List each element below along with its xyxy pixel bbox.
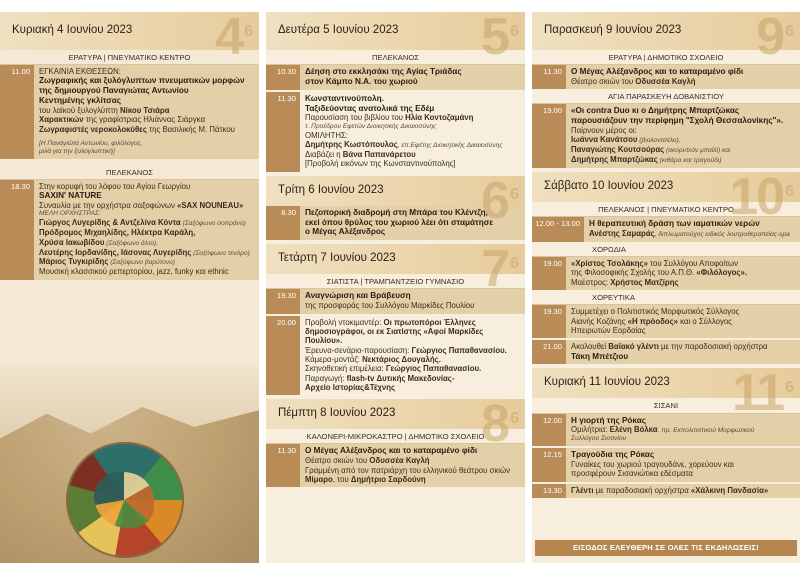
event-row: 19.00 «Οι contra Duo κι ο Δημήτρης Μπαρτζώκας παρουσιάζουν την περίφημη "Σχολή Θεσσαλονίκης"». Παίρνουν μέρος οι: Ιωάννα Κανάτσου (βιολοντσέλο), Παναγιώτης Κουτσούρας (ακορντεόν μπαϊλί) και Δημήτρης Μπαρτζώκας (κιθάρα και τραγούδι) — [532, 104, 800, 168]
event-row — [0, 180, 259, 280]
day-title: Δευτέρα 5 Ιουνίου 2023 — [278, 24, 399, 36]
venue-label: ΣΙΣΑΝΙ — [532, 398, 800, 413]
event-time: 19.00 — [532, 257, 566, 290]
event-row: 19.00 «Χρίστος Τσολάκης» του Συλλόγου Αποφοίτων της Φιλοσοφικής Σχολής του Α.Π.Θ. «Φιλόλογος». Μαέστρος: Χρήστος Ματζίρης — [532, 257, 800, 290]
day-number: 9 $^6$ — [756, 12, 792, 66]
day-title: Κυριακή 4 Ιουνίου 2023 — [12, 24, 133, 36]
event-time: 12.15 — [532, 448, 566, 482]
event-time: 12.00 - 13.00 — [532, 217, 584, 242]
day-title: Παρασκευή 9 Ιουνίου 2023 — [544, 24, 682, 36]
day-number: 8 $^6$ — [481, 395, 517, 454]
day-title: Πέμπτη 8 Ιουνίου 2023 — [278, 407, 396, 420]
day-title: Τρίτη 6 Ιουνίου 2023 — [278, 183, 384, 196]
event-time: 11.30 — [532, 65, 566, 89]
event-row: 12.15 Τραγούδια της Ρόκας Γυναίκες του χωριού τραγουδάνε, χορεύουν και προσφέρουν Σισανιώτικα εδέσματα — [532, 448, 800, 482]
day-number: 7 $^6$ — [481, 240, 517, 299]
free-entry-banner: ΕΙΣΟΔΟΣ ΕΛΕΥΘΕΡΗ ΣΕ ΟΛΕΣ ΤΙΣ ΕΚΔΗΛΩΣΕΙΣ! — [535, 540, 797, 556]
event-row: 20.00 Προβολή ντοκιμαντέρ: Οι πρωτοπόροι Έλληνες δημοσιογράφοι, οι εκ Σιατίστης «Αφοί Μαρκίδες Πουλίου». Έρευνα-σενάριο-παρουσίαση: Γεώργιος Παπαθανασίου. Κάμερα-μοντάζ: Νεκτάριος Δουγαλής. Σκηνοθετική επιμέλεια: Γεώργιος Παπαθανασίου. Παραγωγή: flash-tv Δυτικής Μακεδονίας- Αρχείο Ιστορίας&Τέχνης — [266, 316, 525, 396]
day-number: 11 $^6$ — [732, 364, 792, 423]
mosaic-logo-image — [66, 442, 184, 558]
event-time: 21.00 — [532, 340, 566, 364]
event-body: Στην κορυφή του λόφου του Αγίου Γεωργίου SAXIN' NATURE Συναυλία με την ορχήστρα σαξοφώνων «SAX NOUNEAU» ΜΕΛΗ ΟΡΧΗΣΤΡΑΣ: Γιώργος Λυγερίδης & Αντζελίνα Κόντα (Σαξόφωνο σοπράνο) Πρόδρομος Μιχαηλίδης, Ηλέκτρα Καράλη, Χρύσα Ιακωβίδου (Σαξόφωνο άλτο), Λευτέρης Ιορδανίδης, Ιάσονας Λυγερίδης (Σαξόφωνο τενόρο) Μάριος Τυγκιρίδης (Σαξόφωνο βαρύτονο) Μουσική κλασσικού ρεπερτορίου, jazz, funky και ethnic — [39, 181, 250, 277]
event-time: 20.00 — [266, 316, 300, 396]
venue-label: ΚΑΛΟΝΕΡΙ-ΜΙΚΡΟΚΑΣΤΡΟ | ΔΗΜΟΤΙΚΟ ΣΧΟΛΕΙΟ — [266, 429, 525, 444]
event-time: 10.30 — [266, 65, 300, 90]
day-number: 4 $^6$ — [215, 12, 251, 66]
event-row: 12.00 Η γιορτή της Ρόκας Ομιλήτρια: Ελένη Βόλκα, πρ. Εκπολιτιστικού Μορφωτικού Συλλόγου Σισανίου — [532, 414, 800, 447]
event-row: 10.30 Δέηση στο εκκλησάκι της Αγίας Τριάδας στον Κάμπο Ν.Α. του χωριού — [266, 65, 525, 90]
day-title: Κυριακή 11 Ιουνίου 2023 — [544, 376, 670, 389]
venue-label: ΕΡΑΤΥΡΑ | ΔΗΜΟΤΙΚΟ ΣΧΟΛΕΙΟ — [532, 50, 800, 65]
venue-label: ΑΓΙΑ ΠΑΡΑΣΚΕΥΗ ΔΟΒΑΝΙΣΤΙΟΥ — [532, 89, 800, 104]
event-time: 18.30 — [0, 180, 34, 280]
event-time: 11.00 — [0, 65, 34, 159]
day-number: 10 $^6$ — [729, 168, 792, 227]
venue-label: ΕΡΑΤΥΡΑ | ΠΝΕΥΜΑΤΙΚΟ ΚΕΝΤΡΟ — [0, 50, 259, 65]
venue-label: ΧΟΡΩΔΙΑ — [532, 242, 800, 257]
event-time: 12.00 — [532, 414, 566, 447]
venue-label: ΧΟΡΕΥΤΙΚΑ — [532, 290, 800, 305]
event-row: 8.30 Πεζοπορική διαδρομή στη Μπάρα του Κλέντζη, εκεί όπου θρύλος του χωριού λέει ότι σταμάτησε ο Μέγας Αλέξανδρος — [266, 206, 525, 241]
column-june-4 — [0, 12, 259, 563]
event-row: 13.30 Γλέντι με παραδοσιακή ορχήστρα «Χάλκινη Πανδασία» — [532, 484, 800, 498]
day-title: Σάββατο 10 Ιουνίου 2023 — [544, 180, 674, 193]
event-time: 13.30 — [532, 484, 566, 498]
event-time: 8.30 — [266, 206, 300, 241]
event-time: 11.30 — [266, 444, 300, 487]
event-row: 21.00 Ακολουθεί Βαϊακό γλέντι με την παραδοσιακή ορχήστρα Τάκη Μπέτζιου — [532, 340, 800, 364]
event-time: 11.30 — [266, 92, 300, 172]
column-june-5-8 — [266, 12, 525, 563]
venue-label: ΠΕΛΕΚΑΝΟΣ | ΠΝΕΥΜΑΤΙΚΟ ΚΕΝΤΡΟ — [532, 202, 800, 217]
venue-label: ΠΕΛΕΚΑΝΟΣ — [0, 165, 259, 180]
event-row: 11.30 Ο Μέγας Αλέξανδρος και το καταραμένο φίδι Θέατρο σκιών του Οδυσσέα Καγλή Γραμμένη από τον πατριάρχη του ελληνικού θεάτρου σκιών Μίμαρο, του Δημήτριο Σαρδούνη — [266, 444, 525, 487]
event-row: 19.30 Συμμετέχει ο Πολιτιστικός Μορφωτικός Σύλλογος Αιανής Κοζάνης «Η πρόοδος» και ο Σύλλογος Ηπειρωτών Εορδαίας — [532, 305, 800, 338]
event-time: 19.30 — [532, 305, 566, 338]
event-time: 19.00 — [532, 104, 566, 168]
venue-label: ΣΙΑΤΙΣΤΑ | ΤΡΑΜΠΑΝΤΖΕΙΟ ΓΥΜΝΑΣΙΟ — [266, 274, 525, 289]
event-time: 19.30 — [266, 289, 300, 313]
column-june-9-11 — [532, 12, 800, 563]
event-row: 19.30 Αναγνώριση και Βράβευση της προσφοράς του Συλλόγου Μαρκίδες Πουλίου — [266, 289, 525, 313]
day-number: 5 $^6$ — [481, 12, 517, 66]
event-row: 12.00 - 13.00 Η θεραπευτική δράση των ιαματικών νερών Ανέστης Σαμαράς, διπλωματούχος ειδικός λουτροθεραπείας-spa — [532, 217, 800, 242]
event-row — [0, 65, 259, 159]
day-title: Τετάρτη 7 Ιουνίου 2023 — [278, 252, 396, 265]
event-body: ΕΓΚΑΙΝΙΑ ΕΚΘΕΣΕΩΝ: Ζωγραφικής και ξυλόγλυπτων πνευματικών μορφών της δημιουργού Παναγιώτας Αντωνίου Κεντημένης γκλίτσας του λαϊκού ξυλογλύπτη Νίκου Τσιάρα Χαρακτικών της γραφίστριας Ηλιάννας Σιάργκα Ζωγραφιστές νεροκολοκύθες της Βασιλικής Μ. Πάτκου [Η Παναγιώτα Αντωνίου, φιλόλογος, μιλά για την ξυλογλυπτική] — [39, 67, 245, 155]
event-row: 11.30 Κωνσταντινούπολη. Ταξιδεύοντας ανατολικά της Εδέμ Παρουσίαση του βιβλίου του Ηλία Κοντοζαμάνη τ. Προέδρου Εφετών Διοικητικής Δικαιοσύνης ΟΜΙΛΗΤΗΣ: Δημήτρης Κωστόπουλος, επ.Εφέτης Διοικητικής Δικαιοσύνης Διαβάζει η Βάνα Παπανάρετου [Προβολή εικόνων της Κωνσταντινούπολης] — [266, 92, 525, 172]
event-row: 11.30 Ο Μέγας Αλέξανδρος και το καταραμένο φίδι Θέατρο σκιών του Οδυσσέα Καγλή — [532, 65, 800, 89]
venue-label: ΠΕΛΕΚΑΝΟΣ — [266, 50, 525, 65]
day-number: 6 $^6$ — [481, 171, 517, 230]
